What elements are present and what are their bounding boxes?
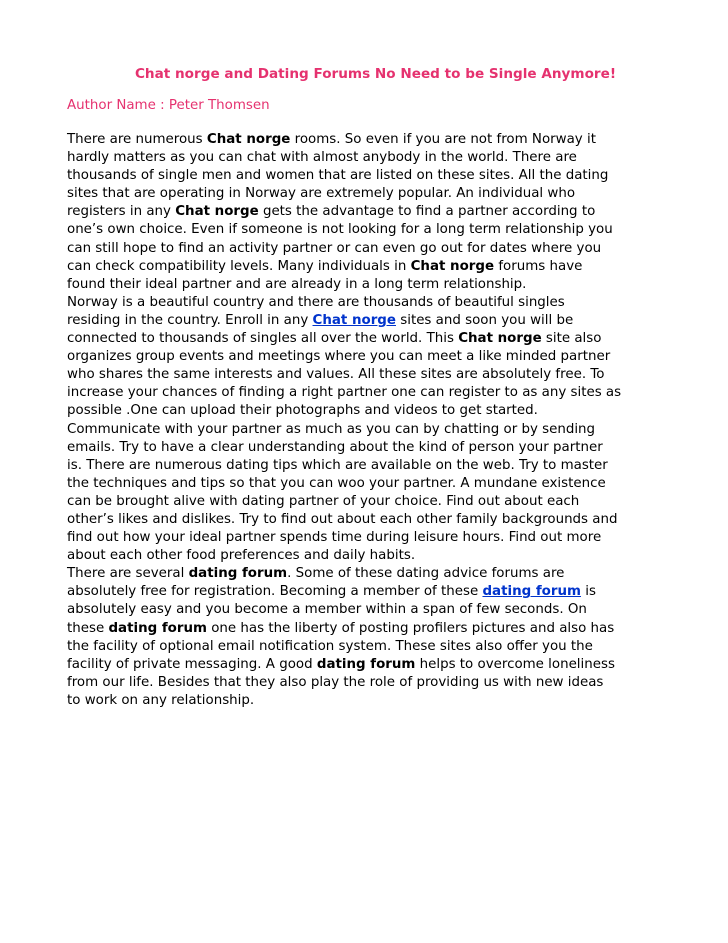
article-body	[67, 131, 662, 710]
text-segment: find out how your ideal partner spends time during leisure hours. Find out more	[67, 530, 602, 546]
body-line	[67, 384, 662, 402]
text-segment: helps to overcome loneliness	[415, 656, 615, 672]
body-line	[67, 656, 662, 674]
text-segment: Communicate with your partner as much as you can by chatting or by sending	[67, 421, 596, 437]
text-segment: other’s likes and dislikes. Try to find out about each other family backgrounds and	[67, 511, 618, 527]
body-line	[67, 203, 662, 221]
document-title: Chat norge and Dating Forums No Need to be Single Anymore!	[134, 66, 617, 82]
body-line	[67, 167, 662, 185]
keyword-link[interactable]: dating forum	[482, 584, 581, 600]
body-line	[67, 402, 662, 420]
text-segment: There are numerous	[67, 132, 207, 147]
text-segment: the facility of optional email notification system. These sites also offer you the	[67, 638, 593, 654]
body-line	[67, 674, 662, 692]
keyword-bold: Chat norge	[410, 258, 495, 274]
document-page	[67, 64, 662, 710]
text-segment: connected to thousands of singles all over the world. This	[67, 331, 459, 347]
text-segment: increase your chances of finding a right partner one can register to as any sites as	[67, 385, 622, 401]
text-segment: who shares the same interests and values. All these sites are absolutely free. To	[67, 367, 605, 383]
text-segment: gets the advantage to find a partner according to	[258, 204, 596, 220]
text-segment: residing in the country. Enroll in any	[67, 312, 313, 328]
text-segment: rooms. So even if you are not from Norway it	[290, 132, 596, 147]
body-line	[67, 620, 662, 638]
text-segment: hardly matters as you can chat with almost anybody in the world. There are	[67, 150, 577, 166]
body-line	[67, 312, 662, 330]
text-segment: organizes group events and meetings where you can meet a like minded partner	[67, 349, 611, 365]
body-line	[67, 601, 662, 619]
body-line	[67, 457, 662, 475]
body-line	[67, 421, 662, 439]
body-line	[67, 583, 662, 601]
body-line	[67, 149, 662, 167]
text-segment: is. There are numerous dating tips which are available on the web. Try to master	[67, 457, 608, 473]
keyword-bold: Chat norge	[458, 331, 542, 347]
text-segment: thousands of single men and women that are listed on these sites. All the dating	[67, 168, 609, 184]
body-line	[67, 511, 662, 529]
text-segment: There are several	[67, 566, 189, 582]
text-segment: forums have	[494, 258, 583, 274]
body-line	[67, 529, 662, 547]
body-line	[67, 221, 662, 239]
body-line	[67, 330, 662, 348]
body-line	[67, 366, 662, 384]
text-segment: to work on any relationship.	[67, 692, 255, 708]
body-line	[67, 475, 662, 493]
text-segment: site also	[541, 331, 602, 347]
body-line	[67, 131, 662, 149]
text-segment: from our life. Besides that they also play the role of providing us with new ideas	[67, 674, 604, 690]
keyword-link[interactable]: Chat norge	[312, 312, 396, 328]
keyword-bold: Chat norge	[206, 132, 291, 147]
text-segment: these	[67, 620, 109, 636]
text-segment: . Some of these dating advice forums are	[287, 566, 565, 582]
keyword-bold: dating forum	[316, 656, 416, 672]
text-segment: one has the liberty of posting profilers pictures and also has	[206, 620, 615, 636]
body-line	[67, 439, 662, 457]
text-segment: sites and soon you will be	[395, 312, 574, 328]
text-segment: absolutely easy and you become a member within a span of few seconds. On	[67, 602, 587, 618]
author-name: Author Name : Peter Thomsen	[67, 98, 270, 113]
body-line	[67, 638, 662, 656]
body-line	[67, 692, 662, 710]
text-segment: sites that are operating in Norway are extremely popular. An individual who	[67, 186, 576, 202]
body-line	[67, 565, 662, 583]
body-line	[67, 547, 662, 565]
text-segment: can be brought alive with dating partner of your choice. Find out about each	[67, 493, 580, 509]
text-segment: registers in any	[67, 204, 176, 220]
body-line	[67, 348, 662, 366]
body-line	[67, 258, 662, 276]
keyword-bold: dating forum	[108, 620, 207, 636]
text-segment: emails. Try to have a clear understanding about the kind of person your partner	[67, 439, 603, 455]
body-line	[67, 493, 662, 511]
text-segment: can check compatibility levels. Many individuals in	[67, 258, 411, 274]
text-segment: one’s own choice. Even if someone is not looking for a long term relationship you	[67, 222, 613, 238]
text-segment: facility of private messaging. A good	[67, 656, 317, 672]
body-line	[67, 185, 662, 203]
body-line	[67, 240, 662, 258]
text-segment: found their ideal partner and are already in a long term relationship.	[67, 276, 527, 292]
text-segment: absolutely free for registration. Becoming a member of these	[67, 584, 483, 600]
keyword-bold: dating forum	[188, 566, 288, 582]
text-segment: about each other food preferences and daily habits.	[67, 548, 416, 564]
keyword-bold: Chat norge	[175, 204, 259, 220]
text-segment: possible .One can upload their photographs and videos to get started.	[67, 403, 538, 419]
body-line	[67, 294, 662, 312]
text-segment: Norway is a beautiful country and there are thousands of beautiful singles	[67, 294, 565, 310]
text-segment: is	[580, 584, 596, 600]
text-segment: the techniques and tips so that you can woo your partner. A mundane existence	[67, 475, 606, 491]
text-segment: can still hope to find an activity partner or can even go out for dates where you	[67, 240, 602, 256]
body-line	[67, 276, 662, 294]
